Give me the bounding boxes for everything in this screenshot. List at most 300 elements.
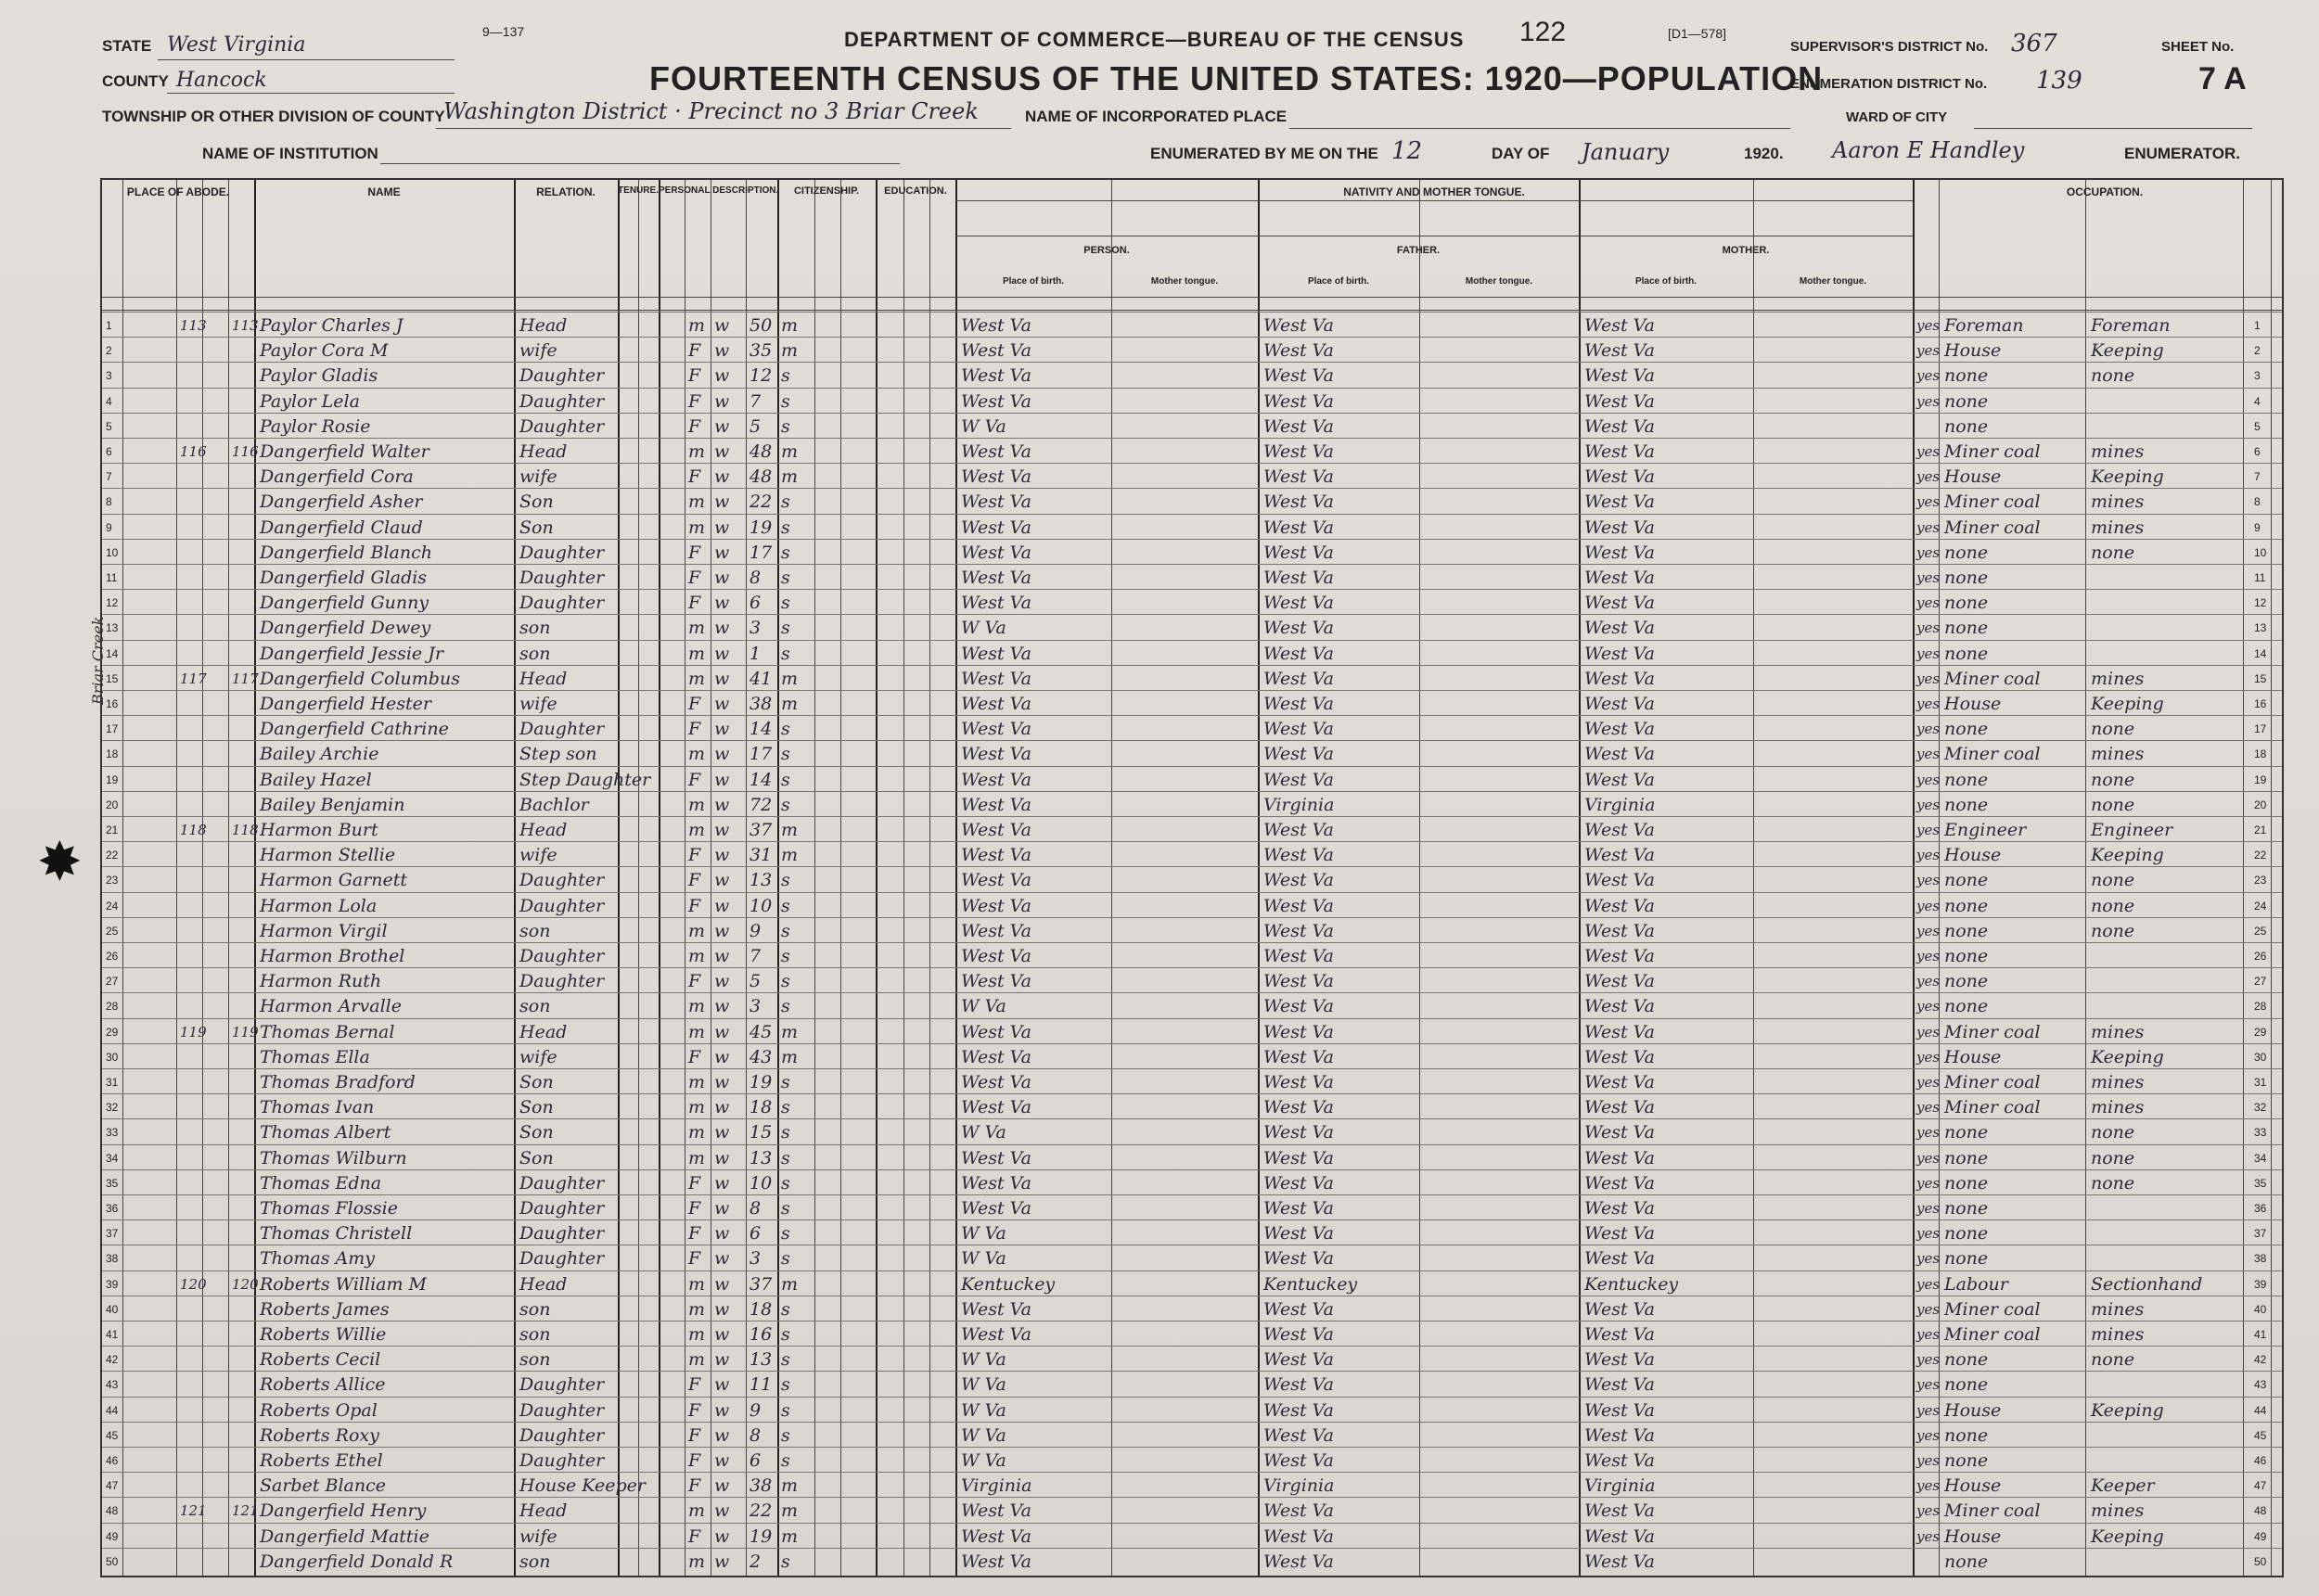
cell-dwell: 121	[180, 1502, 207, 1520]
cell-bp: West Va	[961, 593, 1031, 614]
cell-ms: m	[781, 466, 799, 488]
cell-ind: mines	[2091, 1298, 2145, 1320]
cell-bp: West Va	[961, 744, 1031, 765]
cell-dwell	[180, 970, 202, 992]
cell-eng: yes	[1916, 619, 1941, 637]
cell-ms: m	[781, 668, 799, 689]
cell-mbp: Kentuckey	[1584, 1273, 1679, 1295]
line-number-right: 32	[2254, 1101, 2267, 1115]
cell-race: w	[714, 315, 730, 336]
table-row	[102, 841, 2282, 867]
cell-occ: none	[1944, 593, 1989, 614]
cell-sex: m	[688, 1021, 706, 1042]
cell-ms: s	[781, 1450, 790, 1471]
cell-fam	[232, 592, 254, 614]
cell-fbp: West Va	[1263, 618, 1334, 639]
line-number: 31	[106, 1076, 119, 1089]
cell-name: Paylor Charles J	[260, 315, 404, 336]
cell-age: 43	[750, 1046, 773, 1067]
cell-fam	[232, 769, 254, 791]
line-number-right: 26	[2254, 950, 2267, 963]
cell-name: Roberts Willie	[260, 1324, 387, 1345]
cell-race: w	[714, 1223, 730, 1245]
table-row	[102, 1422, 2282, 1448]
table-row	[102, 1346, 2282, 1372]
cell-occ: Miner coal	[1944, 744, 2041, 765]
cell-age: 8	[750, 1198, 762, 1219]
cell-ind	[2091, 1373, 2241, 1396]
cell-rel: Son	[519, 1072, 554, 1092]
cell-fam: 120	[232, 1275, 259, 1293]
cell-fbp: West Va	[1263, 1046, 1334, 1067]
cell-name: Thomas Wilburn	[260, 1147, 407, 1168]
ward-label: WARD OF CITY	[1846, 109, 1948, 125]
cell-fam	[232, 1449, 254, 1472]
cell-ind: none	[2091, 1122, 2135, 1143]
line-number: 29	[106, 1025, 119, 1039]
cell-rel: Daughter	[519, 390, 605, 412]
cell-fbp: West Va	[1263, 1374, 1334, 1396]
year-label: 1920.	[1744, 145, 1784, 162]
cell-name: Dangerfield Jessie Jr	[260, 643, 443, 664]
cell-ms: s	[781, 1374, 790, 1396]
cell-ind: Keeping	[2091, 1526, 2164, 1547]
cell-fbp: West Va	[1263, 1248, 1334, 1270]
cell-mbp: West Va	[1584, 845, 1655, 866]
cell-race: w	[714, 593, 730, 614]
line-number: 12	[106, 596, 119, 610]
cell-age: 35	[750, 340, 773, 362]
cell-occ: Miner coal	[1944, 1324, 2041, 1345]
cell-occ: Miner coal	[1944, 1021, 2041, 1042]
cell-fam	[232, 1121, 254, 1143]
cell-dwell	[180, 1348, 202, 1371]
line-number-right: 23	[2254, 874, 2267, 887]
cell-occ: House	[1944, 1046, 2002, 1067]
cell-name: Paylor Rosie	[260, 415, 371, 437]
cell-occ: none	[1944, 1349, 1989, 1371]
cell-mbp: West Va	[1584, 1399, 1655, 1421]
cell-sex: m	[688, 1349, 706, 1371]
cell-age: 16	[750, 1324, 773, 1345]
cell-rel: House Keeper	[519, 1475, 646, 1497]
cell-ind	[2091, 1197, 2241, 1219]
header-person-birthplace: Place of birth.	[1002, 276, 1065, 287]
cell-fam	[232, 895, 254, 917]
cell-mbp: West Va	[1584, 996, 1655, 1017]
cell-dwell	[180, 1096, 202, 1118]
cell-occ: none	[1944, 719, 1989, 740]
cell-bp: West Va	[961, 694, 1031, 714]
cell-rel: Daughter	[519, 365, 605, 387]
cell-mbp: West Va	[1584, 769, 1655, 790]
cell-fam	[232, 1071, 254, 1093]
cell-fbp: West Va	[1263, 593, 1334, 614]
line-number-right: 41	[2254, 1328, 2267, 1341]
cell-ms: s	[781, 517, 790, 538]
sheet-value: 7 A	[2198, 61, 2247, 96]
cell-mbp: West Va	[1584, 1374, 1655, 1396]
cell-ms: s	[781, 1298, 790, 1320]
cell-age: 17	[750, 542, 773, 563]
header-personal: PERSONAL DESCRIPTION.	[659, 185, 779, 196]
cell-eng: yes	[1916, 948, 1941, 964]
cell-fbp: West Va	[1263, 1172, 1334, 1194]
cell-rel: Daughter	[519, 1198, 605, 1219]
line-number: 32	[106, 1101, 119, 1115]
cell-age: 3	[750, 996, 762, 1017]
cell-sex: m	[688, 946, 706, 966]
cell-ms: s	[781, 744, 790, 765]
cell-dwell	[180, 617, 202, 639]
cell-name: Harmon Lola	[260, 895, 378, 916]
cell-eng: yes	[1916, 1351, 1941, 1369]
cell-rel: wife	[519, 466, 557, 488]
cell-mbp: West Va	[1584, 668, 1655, 689]
cell-rel: Daughter	[519, 719, 605, 740]
cell-mbp: West Va	[1584, 820, 1655, 840]
cell-ms: s	[781, 542, 790, 563]
line-number-right: 49	[2254, 1529, 2267, 1543]
cell-dwell	[180, 1121, 202, 1143]
cell-fbp: West Va	[1263, 1147, 1334, 1168]
line-number-right: 40	[2254, 1302, 2267, 1316]
line-number-right: 19	[2254, 772, 2267, 786]
cell-dwell	[180, 1222, 202, 1245]
cell-race: w	[714, 466, 730, 488]
cell-mbp: West Va	[1584, 719, 1655, 740]
cell-ind: Keeping	[2091, 845, 2164, 866]
cell-occ: none	[1944, 870, 1989, 891]
cell-occ: none	[1944, 996, 1989, 1017]
cell-eng: yes	[1916, 998, 1941, 1015]
line-number-right: 22	[2254, 849, 2267, 862]
cell-mbp: West Va	[1584, 1500, 1655, 1522]
cell-race: w	[714, 415, 730, 437]
cell-dwell	[180, 466, 202, 488]
table-row	[102, 665, 2282, 691]
cell-bp: West Va	[961, 1526, 1031, 1547]
cell-ind: Foreman	[2091, 315, 2171, 336]
cell-bp: West Va	[961, 492, 1031, 513]
cell-occ: Miner coal	[1944, 1097, 2041, 1118]
institution-label: NAME OF INSTITUTION	[202, 145, 378, 162]
table-row	[102, 690, 2282, 716]
cell-sex: F	[688, 365, 701, 387]
cell-rel: Head	[519, 820, 568, 840]
cell-name: Dangerfield Claud	[260, 517, 423, 538]
cell-occ: Foreman	[1944, 315, 2024, 336]
supervisor-value: 367	[2011, 30, 2057, 57]
cell-ms: m	[781, 315, 799, 336]
cell-fam	[232, 1323, 254, 1346]
cell-fbp: West Va	[1263, 820, 1334, 840]
cell-name: Paylor Cora M	[260, 340, 389, 362]
line-number-right: 9	[2254, 520, 2261, 534]
table-row	[102, 1472, 2282, 1498]
cell-ms: s	[781, 415, 790, 437]
enumeration-label: ENUMERATION DISTRICT No.	[1790, 76, 1988, 92]
enumeration-value: 139	[2036, 67, 2082, 95]
cell-mbp: West Va	[1584, 593, 1655, 614]
cell-bp: West Va	[961, 1172, 1031, 1194]
cell-sex: F	[688, 593, 701, 614]
cell-fam	[232, 1247, 254, 1270]
cell-fbp: West Va	[1263, 895, 1334, 916]
cell-dwell	[180, 743, 202, 765]
cell-fam	[232, 1526, 254, 1548]
cell-fam	[232, 643, 254, 665]
table-row	[102, 1068, 2282, 1094]
cell-name: Dangerfield Hester	[260, 694, 432, 714]
cell-rel: Daughter	[519, 971, 605, 992]
cell-occ: none	[1944, 920, 1989, 941]
cell-ms: s	[781, 568, 790, 588]
cell-sex: m	[688, 517, 706, 538]
cell-name: Thomas Flossie	[260, 1198, 399, 1219]
cell-rel: Son	[519, 492, 554, 513]
cell-name: Harmon Brothel	[260, 946, 405, 966]
cell-sex: F	[688, 845, 701, 866]
line-number: 2	[106, 344, 112, 358]
cell-fbp: West Va	[1263, 365, 1334, 387]
cell-mbp: West Va	[1584, 340, 1655, 362]
cell-sex: F	[688, 719, 701, 740]
cell-dwell	[180, 869, 202, 891]
cell-rel: Daughter	[519, 895, 605, 916]
cell-ind	[2091, 1424, 2241, 1447]
line-number: 27	[106, 975, 119, 989]
cell-ms: s	[781, 1223, 790, 1245]
cell-age: 41	[750, 668, 773, 689]
cell-fam: 119	[232, 1023, 259, 1041]
cell-fbp: West Va	[1263, 315, 1334, 336]
cell-race: w	[714, 1298, 730, 1320]
cell-ms: m	[781, 845, 799, 866]
cell-age: 10	[750, 1172, 773, 1194]
cell-ms: s	[781, 1172, 790, 1194]
cell-mbp: West Va	[1584, 315, 1655, 336]
cell-name: Thomas Christell	[260, 1223, 413, 1245]
cell-dwell	[180, 1298, 202, 1321]
county-value: Hancock	[176, 69, 267, 92]
line-number-right: 46	[2254, 1454, 2267, 1467]
state-value: West Virginia	[167, 33, 306, 57]
cell-sex: m	[688, 1551, 706, 1572]
cell-age: 13	[750, 1349, 773, 1371]
cell-occ: Miner coal	[1944, 517, 2041, 538]
line-number: 6	[106, 445, 112, 458]
cell-eng: yes	[1916, 1401, 1941, 1419]
cell-name: Harmon Virgil	[260, 920, 388, 941]
table-row	[102, 1321, 2282, 1347]
cell-occ: none	[1944, 1248, 1989, 1270]
cell-dwell: 116	[180, 443, 207, 460]
cell-ms: s	[781, 1551, 790, 1572]
cell-ms: s	[781, 1198, 790, 1219]
cell-fbp: West Va	[1263, 996, 1334, 1017]
cell-occ: none	[1944, 1424, 1989, 1446]
cell-occ: none	[1944, 1122, 1989, 1143]
cell-rel: Step son	[519, 744, 597, 765]
line-number-right: 21	[2254, 824, 2267, 836]
cell-bp: West Va	[961, 466, 1031, 488]
cell-fam: 117	[232, 670, 259, 687]
cell-fbp: Virginia	[1263, 794, 1335, 815]
census-table	[100, 178, 2284, 1577]
line-number: 30	[106, 1050, 119, 1064]
cell-eng: yes	[1916, 847, 1941, 864]
cell-age: 8	[750, 568, 762, 588]
cell-eng	[1916, 415, 1939, 438]
cell-rel: Bachlor	[519, 794, 589, 815]
cell-ms: m	[781, 1273, 799, 1295]
cell-fam: 118	[232, 822, 259, 838]
cell-race: w	[714, 694, 730, 714]
cell-fbp: West Va	[1263, 1223, 1334, 1245]
cell-ms: m	[781, 1500, 799, 1522]
cell-name: Harmon Arvalle	[260, 996, 402, 1017]
cell-ms: s	[781, 719, 790, 740]
cell-mbp: West Va	[1584, 365, 1655, 387]
cell-mbp: West Va	[1584, 492, 1655, 513]
cell-race: w	[714, 845, 730, 866]
line-number-right: 39	[2254, 1277, 2267, 1291]
cell-fbp: West Va	[1263, 946, 1334, 966]
cell-dwell	[180, 415, 202, 438]
cell-name: Bailey Hazel	[260, 769, 372, 790]
cell-ind: none	[2091, 920, 2135, 941]
cell-mbp: West Va	[1584, 415, 1655, 437]
table-row	[102, 1118, 2282, 1144]
cell-ms: s	[781, 1424, 790, 1446]
cell-ind	[2091, 592, 2241, 614]
cell-fam	[232, 466, 254, 488]
cell-mbp: West Va	[1584, 1198, 1655, 1219]
cell-fbp: West Va	[1263, 1198, 1334, 1219]
cell-fam	[232, 364, 254, 387]
cell-eng: yes	[1916, 746, 1941, 763]
cell-sex: F	[688, 1424, 701, 1446]
cell-name: Harmon Burt	[260, 820, 378, 840]
cell-sex: m	[688, 1324, 706, 1345]
cell-ind: none	[2091, 1147, 2135, 1168]
table-row	[102, 1497, 2282, 1523]
cell-eng: yes	[1916, 1048, 1941, 1066]
cell-fbp: West Va	[1263, 845, 1334, 866]
cell-eng: yes	[1916, 721, 1941, 738]
cell-dwell	[180, 1373, 202, 1396]
cell-rel: Daughter	[519, 1424, 605, 1446]
line-number: 48	[106, 1504, 119, 1518]
table-row	[102, 640, 2282, 666]
cell-age: 18	[750, 1298, 773, 1320]
table-row	[102, 866, 2282, 892]
cell-sex: F	[688, 895, 701, 916]
cell-bp: West Va	[961, 845, 1031, 866]
table-row	[102, 1245, 2282, 1270]
cell-name: Harmon Garnett	[260, 870, 408, 891]
cell-race: w	[714, 769, 730, 790]
cell-race: w	[714, 1500, 730, 1522]
cell-ind	[2091, 1247, 2241, 1270]
cell-name: Roberts Cecil	[260, 1349, 381, 1371]
cell-mbp: West Va	[1584, 870, 1655, 891]
page-number: 122	[1519, 17, 1567, 47]
line-number: 34	[106, 1151, 119, 1165]
cell-sex: F	[688, 971, 701, 992]
cell-rel: Daughter	[519, 870, 605, 891]
cell-bp: W Va	[961, 415, 1006, 437]
cell-ind: Sectionhand	[2091, 1273, 2203, 1295]
cell-eng: yes	[1916, 1452, 1941, 1469]
cell-occ: Miner coal	[1944, 492, 2041, 513]
cell-name: Dangerfield Cora	[260, 466, 414, 488]
cell-fbp: West Va	[1263, 1021, 1334, 1042]
cell-rel: Head	[519, 1500, 568, 1522]
cell-ind: mines	[2091, 1072, 2145, 1092]
cell-age: 11	[750, 1374, 773, 1396]
cell-dwell	[180, 567, 202, 589]
cell-fbp: West Va	[1263, 643, 1334, 664]
cell-ind	[2091, 945, 2241, 967]
cell-dwell	[180, 491, 202, 513]
cell-name: Bailey Archie	[260, 744, 379, 765]
table-row	[102, 312, 2282, 338]
cell-bp: West Va	[961, 769, 1031, 790]
cell-rel: Head	[519, 668, 568, 689]
cell-sex: m	[688, 643, 706, 664]
cell-ind: none	[2091, 1349, 2135, 1371]
cell-bp: W Va	[961, 1374, 1006, 1396]
cell-bp: West Va	[961, 971, 1031, 992]
cell-ind	[2091, 1449, 2241, 1472]
cell-ms: s	[781, 971, 790, 992]
cell-ind: none	[2091, 365, 2135, 387]
cell-fbp: West Va	[1263, 920, 1334, 941]
cell-bp: West Va	[961, 1046, 1031, 1067]
cell-occ: none	[1944, 1450, 1989, 1471]
cell-fam	[232, 794, 254, 816]
cell-sex: F	[688, 769, 701, 790]
cell-rel: wife	[519, 340, 557, 362]
cell-bp: West Va	[961, 441, 1031, 462]
cell-ind: Keeping	[2091, 466, 2164, 488]
cell-name: Roberts James	[260, 1298, 390, 1320]
cell-bp: West Va	[961, 1097, 1031, 1118]
cell-eng: yes	[1916, 1376, 1941, 1394]
cell-name: Thomas Amy	[260, 1248, 375, 1270]
township-label: TOWNSHIP OR OTHER DIVISION OF COUNTY	[102, 108, 445, 125]
cell-name: Thomas Ella	[260, 1046, 370, 1067]
cell-eng: yes	[1916, 1527, 1941, 1545]
day-value: 12	[1391, 137, 1423, 165]
cell-fbp: West Va	[1263, 769, 1334, 790]
cell-dwell	[180, 1449, 202, 1472]
cell-bp: West Va	[961, 390, 1031, 412]
cell-ms: s	[781, 618, 790, 639]
cell-mbp: West Va	[1584, 542, 1655, 563]
cell-ms: m	[781, 694, 799, 714]
cell-eng: yes	[1916, 543, 1941, 561]
cell-mbp: West Va	[1584, 1450, 1655, 1471]
cell-fbp: West Va	[1263, 668, 1334, 689]
cell-race: w	[714, 668, 730, 689]
table-row	[102, 1169, 2282, 1195]
cell-bp: West Va	[961, 920, 1031, 941]
cell-rel: Head	[519, 1021, 568, 1042]
cell-ind	[2091, 415, 2241, 438]
